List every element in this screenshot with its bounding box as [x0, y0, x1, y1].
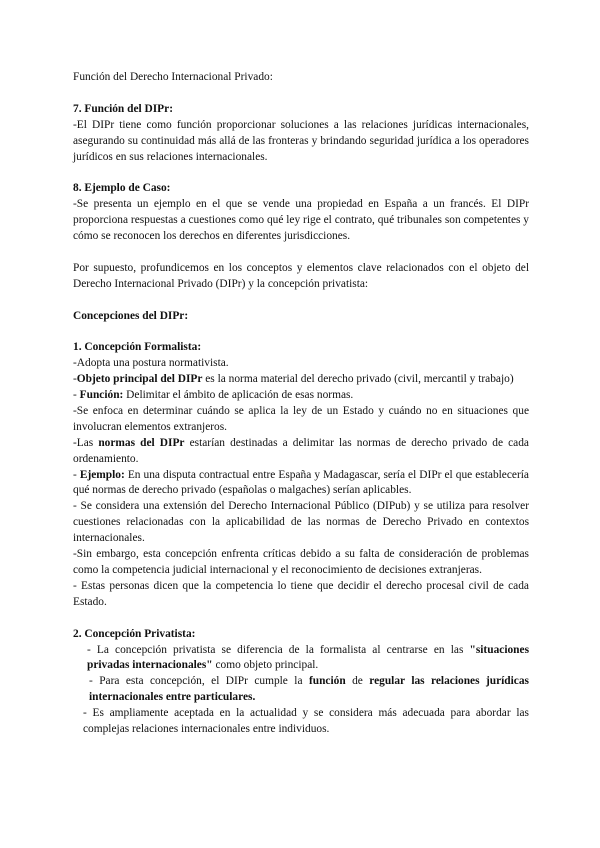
section-7-body: -El DIPr tiene como función proporcionar soluciones a las relaciones jurídicas internacionales, asegurando su continuidad más allá de las fronteras y brindando seguridad jurídica a los operadores jurídicos en sus relaciones internacionales. [73, 118, 529, 163]
text-run: estarían destinadas a delimitar las normas de derecho privado de cada ordenamiento. [73, 436, 529, 465]
section-8-heading: 8. Ejemplo de Caso: [73, 182, 171, 195]
formalista-paragraph-7: - Se considera una extensión del Derecho Internacional Público (DIPub) y se utiliza para resolver cuestiones relacionadas con la aplicabilidad de las normas de Derecho Privado en contextos internacionales. [73, 500, 529, 545]
bold-run: Función: [79, 389, 124, 402]
intro-line: Función del Derecho Internacional Privado: [73, 71, 273, 83]
formalista-paragraph-6 [73, 468, 529, 500]
text-run: En una disputa contractual entre España y Madagascar, sería el DIPr el que establecería qué normas de derecho privado (españolas o malgaches) serían aplicables. [73, 468, 529, 497]
bold-run: normas del DIPr [98, 436, 185, 449]
privatista-paragraph-2 [73, 674, 529, 706]
privatista-heading: 2. Concepción Privatista: [73, 627, 196, 640]
privatista-paragraph-3: - Es ampliamente aceptada en la actualidad y se considera más adecuada para abordar las complejas relaciones internacionales entre individuos. [83, 707, 529, 736]
spacer [73, 293, 529, 309]
text-run: -Las [73, 436, 99, 449]
formalista-paragraph-2 [73, 372, 529, 388]
spacer [73, 165, 529, 181]
bold-run: Ejemplo: [79, 468, 125, 481]
text-run: - Para esta concepción, el DIPr cumple la [89, 675, 309, 688]
bold-run: regular las relaciones jurídicas internacionales entre particulares. [89, 675, 529, 704]
spacer [73, 86, 529, 102]
bold-run: Objeto principal del DIPr [76, 373, 203, 386]
text-run: Delimitar el ámbito de aplicación de esas normas. [123, 389, 354, 402]
text-run: - [73, 373, 77, 386]
formalista-paragraph-1: -Adopta una postura normativista. [73, 357, 229, 370]
concepciones-heading: Concepciones del DIPr: [73, 309, 189, 322]
text-run: como objeto principal. [212, 659, 319, 672]
text-run: es la norma material del derecho privado (civil, mercantil y trabajo) [202, 373, 514, 386]
bold-run: "situaciones privadas internacionales" [87, 643, 529, 672]
formalista-paragraph-9: - Estas personas dicen que la competencia lo tiene que decidir el derecho procesal civil de cada Estado. [73, 579, 529, 608]
formalista-paragraph-5 [73, 436, 529, 468]
formalista-paragraph-4: -Se enfoca en determinar cuándo se aplica la ley de un Estado y cuándo no en situaciones que involucran elementos extranjeros. [73, 404, 529, 433]
transition-paragraph: Por supuesto, profundicemos en los conceptos y elementos clave relacionados con el objeto del Derecho Internacional Privado (DIPr) y la concepción privatista: [73, 261, 529, 290]
spacer [73, 324, 529, 340]
text-run: - [73, 468, 80, 481]
section-8-body: -Se presenta un ejemplo en el que se vende una propiedad en España a un francés. El DIPr proporciona respuestas a cuestiones como qué ley rige el contrato, qué tribunales son competentes y cómo se reconocen los derechos en diferentes jurisdicciones. [73, 198, 529, 243]
formalista-paragraph-8: -Sin embargo, esta concepción enfrenta críticas debido a su falta de consideración de problemas como la competencia judicial internacional y el reconocimiento de decisiones extranjeras. [73, 548, 529, 577]
formalista-heading: 1. Concepción Formalista: [73, 341, 202, 354]
spacer [73, 245, 529, 261]
text-run: de [345, 675, 370, 688]
bold-run: función [308, 675, 346, 688]
formalista-paragraph-3 [73, 388, 529, 404]
text-run: - La concepción privatista se diferencia de la formalista al centrarse en las [87, 643, 470, 656]
section-7-heading: 7. Función del DIPr: [73, 102, 173, 115]
text-run: - [73, 389, 80, 402]
privatista-paragraph-1 [73, 643, 529, 675]
spacer [73, 611, 529, 627]
